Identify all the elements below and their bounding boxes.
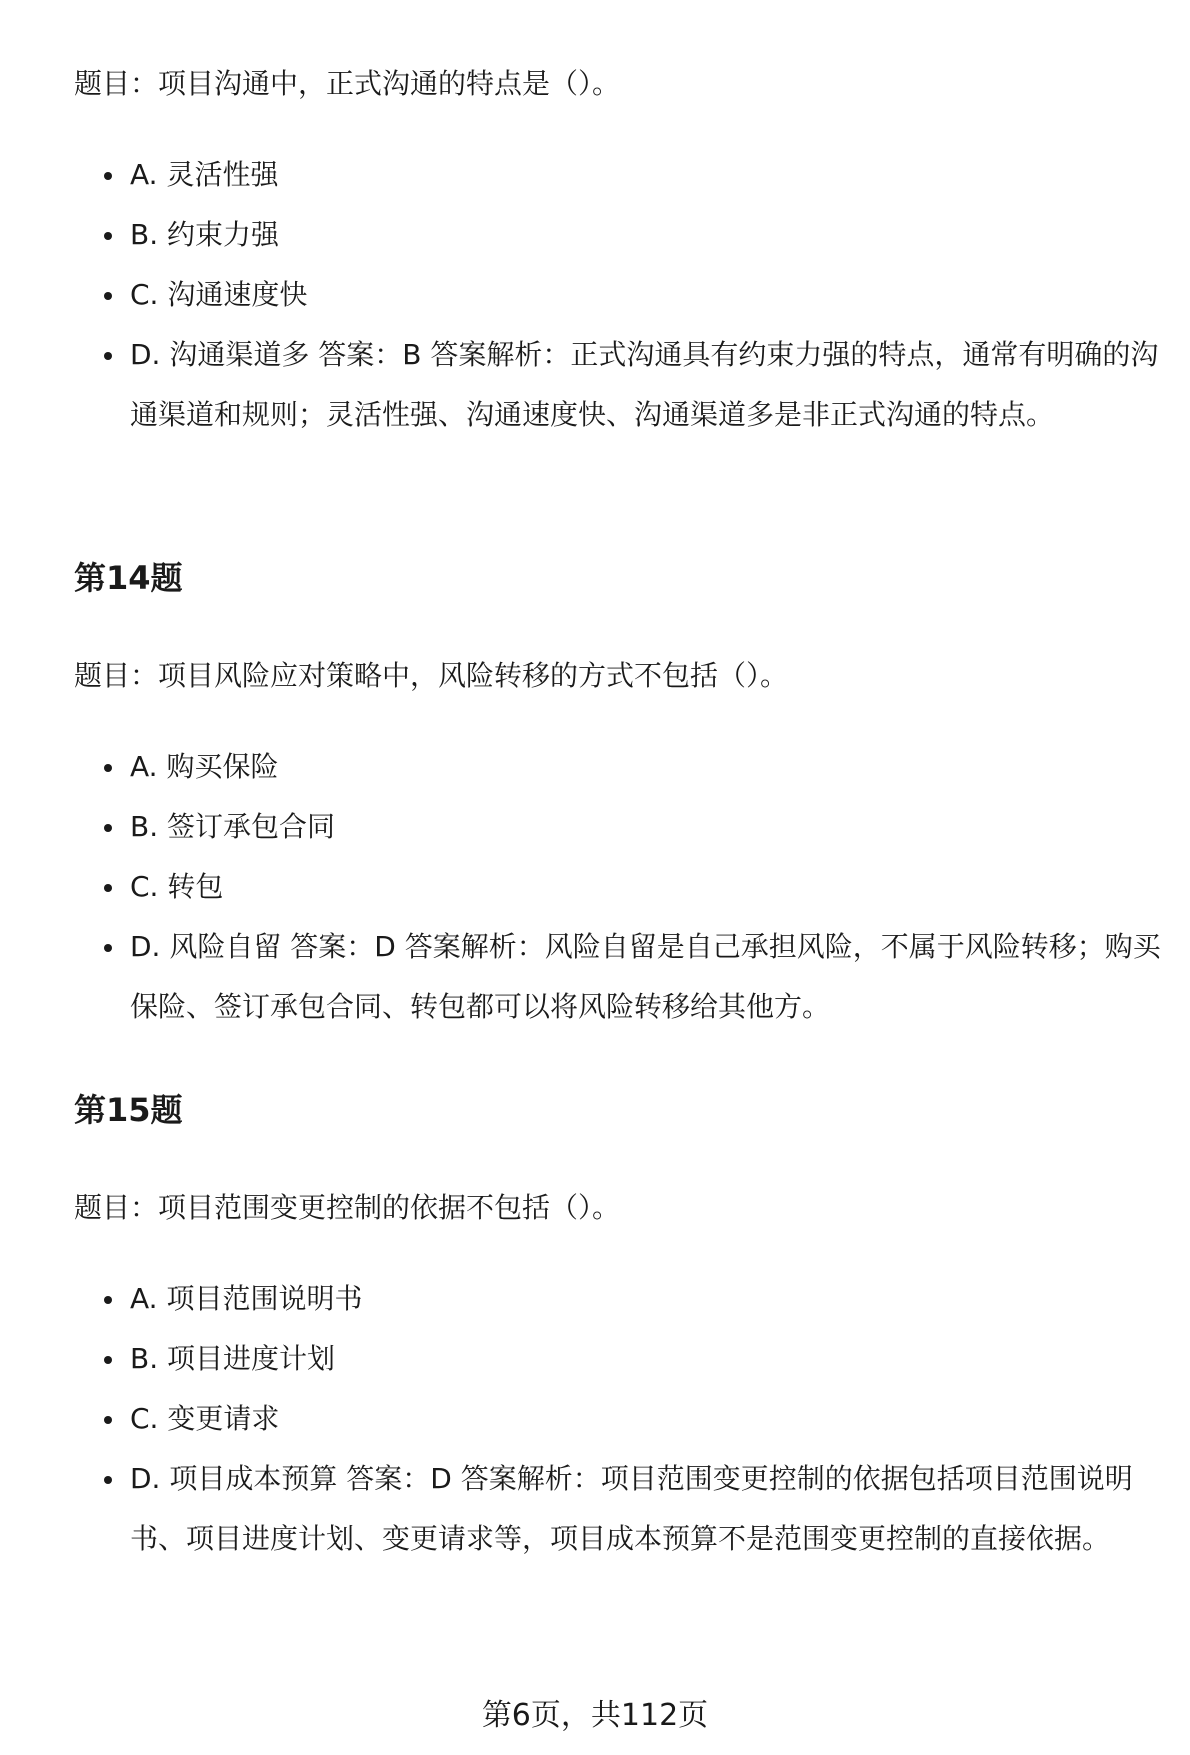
bullet-icon bbox=[104, 292, 112, 300]
option-item: A. 项目范围说明书 bbox=[74, 1269, 1174, 1329]
bullet-icon bbox=[104, 172, 112, 180]
bullet-icon bbox=[104, 944, 112, 952]
question-13 bbox=[74, 64, 1174, 104]
option-item: C. 转包 bbox=[74, 857, 1174, 917]
question-stem: 题目：项目范围变更控制的依据不包括（）。 bbox=[74, 1191, 621, 1224]
option-item: B. 签订承包合同 bbox=[74, 797, 1174, 857]
question-15-options bbox=[74, 1269, 1174, 1569]
option-item-with-answer: D. 沟通渠道多 答案：B 答案解析：正式沟通具有约束力强的特点，通常有明确的沟通渠道和规则；灵活性强、沟通速度快、沟通渠道多是非正式沟通的特点。 bbox=[74, 325, 1174, 445]
question-stem: 题目：项目沟通中，正式沟通的特点是（）。 bbox=[74, 67, 621, 100]
question-15-stem-block bbox=[74, 1188, 1174, 1228]
bullet-icon bbox=[104, 764, 112, 772]
option-item: C. 变更请求 bbox=[74, 1389, 1174, 1449]
bullet-icon bbox=[104, 884, 112, 892]
question-stem: 题目：项目风险应对策略中，风险转移的方式不包括（）。 bbox=[74, 659, 789, 692]
question-14-stem-block bbox=[74, 656, 1174, 696]
option-item: B. 项目进度计划 bbox=[74, 1329, 1174, 1389]
question-14-options bbox=[74, 737, 1174, 1037]
bullet-icon bbox=[104, 824, 112, 832]
option-item: A. 购买保险 bbox=[74, 737, 1174, 797]
bullet-icon bbox=[104, 1416, 112, 1424]
question-heading: 第14题 bbox=[74, 559, 183, 597]
question-15 bbox=[74, 1088, 1174, 1132]
option-item-with-answer: D. 风险自留 答案：D 答案解析：风险自留是自己承担风险，不属于风险转移；购买保险、签订承包合同、转包都可以将风险转移给其他方。 bbox=[74, 917, 1174, 1037]
question-13-options bbox=[74, 145, 1174, 445]
question-heading: 第15题 bbox=[74, 1091, 183, 1129]
page-number: 第6页，共112页 bbox=[481, 1698, 709, 1733]
bullet-icon bbox=[104, 1476, 112, 1484]
bullet-icon bbox=[104, 1296, 112, 1304]
bullet-icon bbox=[104, 232, 112, 240]
option-item: A. 灵活性强 bbox=[74, 145, 1174, 205]
option-item: B. 约束力强 bbox=[74, 205, 1174, 265]
question-14 bbox=[74, 556, 1174, 600]
bullet-icon bbox=[104, 352, 112, 360]
bullet-icon bbox=[104, 1356, 112, 1364]
option-item: C. 沟通速度快 bbox=[74, 265, 1174, 325]
option-item-with-answer: D. 项目成本预算 答案：D 答案解析：项目范围变更控制的依据包括项目范围说明书、项目进度计划、变更请求等，项目成本预算不是范围变更控制的直接依据。 bbox=[74, 1449, 1174, 1569]
